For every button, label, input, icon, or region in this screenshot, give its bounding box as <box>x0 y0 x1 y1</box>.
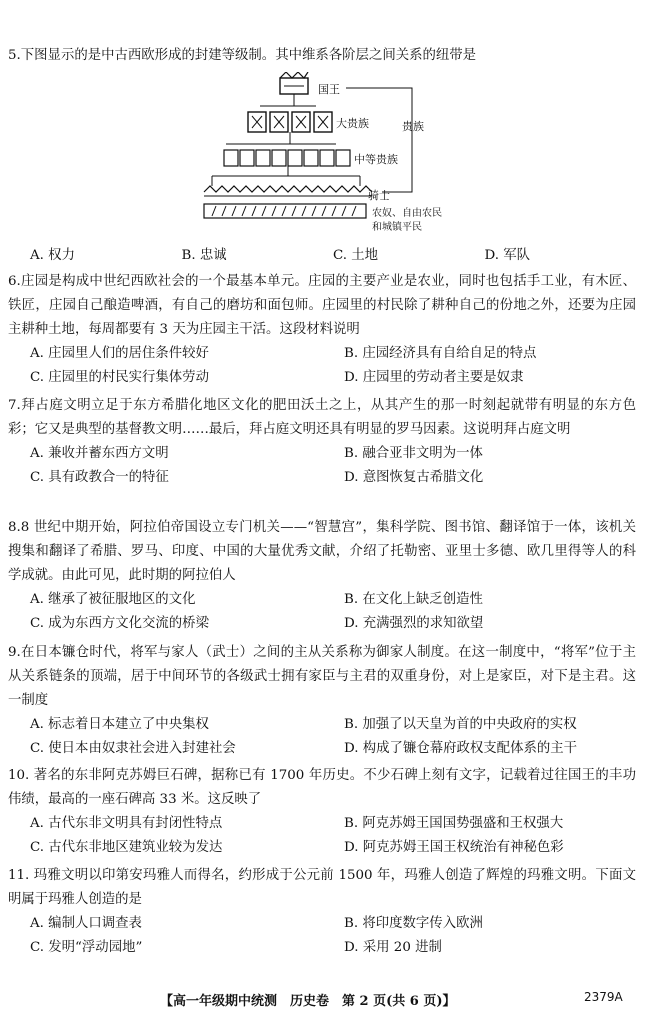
q9-option-b[interactable]: B. 加强了以天皇为首的中央政府的实权 <box>344 717 577 732</box>
peasants-row <box>204 204 366 218</box>
q8-option-a[interactable]: A. 继承了被征服地区的文化 <box>30 592 196 607</box>
question-5-options <box>8 244 636 268</box>
q6-option-b[interactable]: B. 庄园经济具有自给自足的特点 <box>344 346 537 361</box>
label-nobility: 贵族 <box>402 120 424 133</box>
label-nobles: 大贵族 <box>336 117 369 130</box>
q10-option-a[interactable]: A. 古代东非文明具有封闭性特点 <box>30 816 223 831</box>
q9-option-d[interactable]: D. 构成了镰仓幕府政权支配体系的主干 <box>344 741 578 756</box>
question-5-stem: 5.下图显示的是中古西欧形成的封建等级制。其中维系各阶层之间关系的纽带是 <box>8 48 477 63</box>
question-5 <box>8 44 636 68</box>
paper-code: 2379A <box>584 990 623 1004</box>
q6-option-c[interactable]: C. 庄园里的村民实行集体劳动 <box>30 370 209 385</box>
question-9 <box>8 641 636 761</box>
q5-option-b[interactable]: B. 忠诚 <box>181 248 227 263</box>
question-7 <box>8 394 636 490</box>
q9-option-c[interactable]: C. 使日本由奴隶社会进入封建社会 <box>30 741 236 756</box>
question-8-stem: 8.8 世纪中期开始，阿拉伯帝国设立专门机关——“智慧宫”，集科学院、图书馆、翻译馆于一体，该机关搜集和翻译了希腊、罗马、印度、中国的大量优秀文献，介绍了托勒密、亚里士多德、欧几里得等人的科学成就。由此可见，此时期的阿拉伯人 <box>8 520 636 583</box>
q11-option-a[interactable]: A. 编制人口调查表 <box>30 916 142 931</box>
label-serfs-line1: 农奴、自由农民 <box>372 208 442 219</box>
label-serfs-line2: 和城镇平民 <box>372 222 422 233</box>
q10-option-c[interactable]: C. 古代东非地区建筑业较为发达 <box>30 840 223 855</box>
crown-icon <box>280 72 308 94</box>
q9-option-a[interactable]: A. 标志着日本建立了中央集权 <box>30 717 209 732</box>
question-8 <box>8 516 636 636</box>
question-11-stem: 11. 玛雅文明以印第安玛雅人而得名，约形成于公元前 1500 年，玛雅人创造了辉煌的玛雅文明。下面文明属于玛雅人创造的是 <box>8 868 636 907</box>
feudal-hierarchy-figure <box>176 72 466 238</box>
q11-option-d[interactable]: D. 采用 20 进制 <box>344 940 442 955</box>
noble-shields <box>248 112 332 132</box>
q11-option-c[interactable]: C. 发明“浮动园地” <box>30 940 143 955</box>
question-7-stem: 7.拜占庭文明立足于东方希腊化地区文化的肥田沃土之上，从其产生的那一时刻起就带有明显的东方色彩；它又是典型的基督教文明……最后，拜占庭文明还具有明显的罗马因素。这说明拜占庭文明 <box>8 398 636 437</box>
middle-noble-shields <box>224 150 350 166</box>
q7-option-a[interactable]: A. 兼收并蓄东西方文明 <box>30 446 169 461</box>
q8-option-b[interactable]: B. 在文化上缺乏创造性 <box>344 592 483 607</box>
q6-option-d[interactable]: D. 庄园里的劳动者主要是奴隶 <box>344 370 524 385</box>
q8-option-c[interactable]: C. 成为东西方文化交流的桥梁 <box>30 616 209 631</box>
q7-option-d[interactable]: D. 意图恢复古希腊文化 <box>344 470 484 485</box>
question-10-stem: 10. 著名的东非阿克苏姆巨石碑，据称已有 1700 年历史。不少石碑上刻有文字，记载着过往国王的丰功伟绩，最高的一座石碑高 33 米。这反映了 <box>8 768 636 807</box>
question-9-stem: 9.在日本镰仓时代，将军与家人（武士）之间的主从关系称为御家人制度。在这一制度中，“将军”位于主从关系链条的顶端，居于中间环节的各级武士拥有家臣与主君的双重身份，对上是家臣，对下是主君。这一制度 <box>8 645 636 708</box>
question-11 <box>8 864 636 960</box>
question-10 <box>8 764 636 860</box>
label-knights: 骑士 <box>368 189 390 202</box>
footer-title: 【高一年级期中统测 历史卷 第 2 页(共 6 页)】 <box>160 994 456 1009</box>
q8-option-d[interactable]: D. 充满强烈的求知欲望 <box>344 616 484 631</box>
label-middle-nobles: 中等贵族 <box>354 153 398 166</box>
q5-option-d[interactable]: D. 军队 <box>484 248 531 263</box>
knights-row <box>204 186 372 196</box>
q10-option-b[interactable]: B. 阿克苏姆王国国势强盛和王权强大 <box>344 816 564 831</box>
q10-option-d[interactable]: D. 阿克苏姆王国王权统治有神秘色彩 <box>344 840 564 855</box>
q7-option-b[interactable]: B. 融合亚非文明为一体 <box>344 446 483 461</box>
feudal-hierarchy-diagram <box>176 72 466 238</box>
q5-option-c[interactable]: C. 土地 <box>333 248 379 263</box>
q11-option-b[interactable]: B. 将印度数字传入欧洲 <box>344 916 483 931</box>
q5-option-a[interactable]: A. 权力 <box>30 248 75 263</box>
label-king: 国王 <box>318 83 340 96</box>
question-6 <box>8 270 636 390</box>
q6-option-a[interactable]: A. 庄园里人们的居住条件较好 <box>30 346 209 361</box>
question-6-stem: 6.庄园是构成中世纪西欧社会的一个最基本单元。庄园的主要产业是农业，同时也包括手工业，有木匠、铁匠，庄园自己酿造啤酒，有自己的磨坊和面包师。庄园里的村民除了耕种自己的份地之外，还要为庄园主耕种土地，每周都要有 3 天为庄园主干活。这段材料说明 <box>8 274 636 337</box>
q7-option-c[interactable]: C. 具有政教合一的特征 <box>30 470 169 485</box>
